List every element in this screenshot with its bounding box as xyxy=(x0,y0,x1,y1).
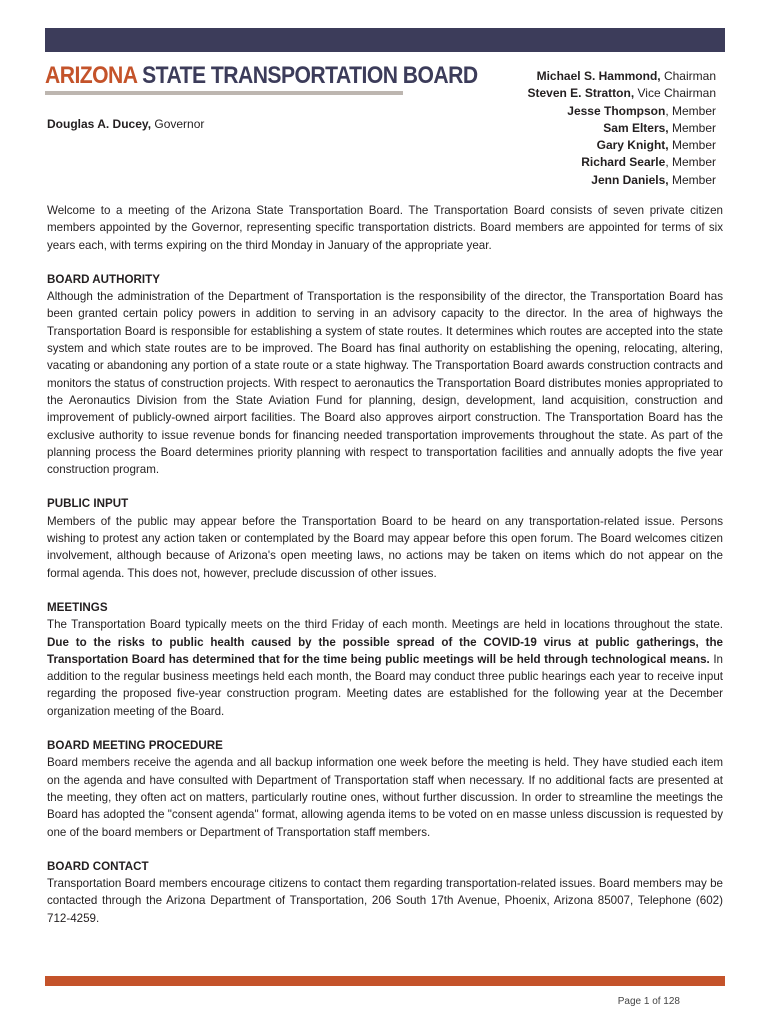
section-board-contact xyxy=(47,858,723,927)
member-line xyxy=(527,85,716,102)
member-name: Gary Knight, xyxy=(596,138,669,153)
member-line xyxy=(527,68,716,85)
section-board-authority xyxy=(47,271,723,479)
member-role: Member xyxy=(671,138,716,153)
intro-paragraph: Welcome to a meeting of the Arizona State Transportation Board. The Transportation Board consists of seven private citizen members appointed by the Governor, representing specific transportation districts. Board members are appointed for terms of six years each, with terms expiring on the third Monday in January of the appropriate year. xyxy=(47,204,723,252)
page-number: Page 1 of 128 xyxy=(617,996,680,1007)
member-role: Chairman xyxy=(663,69,716,83)
member-line xyxy=(527,137,716,154)
member-role: Member xyxy=(671,172,716,187)
section-heading: MEETINGS xyxy=(47,600,108,614)
logo-board-name: STATE TRANSPORTATION BOARD xyxy=(142,62,478,89)
member-role: , Member xyxy=(665,155,716,170)
member-name: Jesse Thompson xyxy=(567,103,666,118)
governor-title: Governor xyxy=(154,117,205,131)
meetings-text-start: The Transportation Board typically meets on the third Friday of each month. Meetings are held in locations throughout the state. xyxy=(47,618,723,632)
member-line xyxy=(527,103,716,120)
governor-name: Douglas A. Ducey, xyxy=(47,117,152,131)
member-role: Vice Chairman xyxy=(637,86,716,101)
section-body: Members of the public may appear before the Transportation Board to be heard on any transportation-related issue. Persons wishing to protest any action taken or contemplated by the Board may appear before this open forum. The Board welcomes citizen involvement, although because of Arizona's open meeting laws, no actions may be taken on items which do not appear on the formal agenda. This does not, however, preclude discussion of other issues. xyxy=(47,514,723,580)
section-heading: BOARD CONTACT xyxy=(47,859,149,873)
section-body xyxy=(47,616,723,720)
logo-arizona: ARIZONA xyxy=(45,62,137,89)
section-heading: BOARD AUTHORITY xyxy=(47,272,160,286)
member-name: Steven E. Stratton, xyxy=(527,86,635,101)
meetings-text-end: In addition to the regular business meetings held each month, the Board may conduct three public hearings each year to receive input regarding the proposed five-year construction program. Meeting dates are established for the following year at the December organization meeting of the Board. xyxy=(47,652,723,718)
header-band xyxy=(45,28,725,52)
section-body: Board members receive the agenda and all backup information one week before the meeting is held. They have studied each item on the agenda and have consulted with Department of Transportation staff when necessary. If no additional facts are presented at the meeting, they often act on matters, particularly routine ones, without further discussion. In order to streamline the meetings the Board has adopted the "consent agenda" format, allowing agenda items to be voted on en masse unless discussion is requested by one of the board members or Department of Transportation staff members. xyxy=(47,756,723,839)
section-public-input xyxy=(47,495,723,581)
member-name: Richard Searle xyxy=(581,155,666,170)
covid-notice: Due to the risks to public health caused by the possible spread of the COVID-19 virus at public gatherings, the Transportation Board has determined that for the time being public meetings will be held through technological means. xyxy=(47,635,723,666)
member-role: , Member xyxy=(665,103,716,118)
board-logo xyxy=(45,62,478,95)
section-meeting-procedure xyxy=(47,737,723,841)
member-role: Member xyxy=(671,120,716,135)
section-body: Although the administration of the Department of Transportation is the responsibility of the director, the Transportation Board has been granted certain policy powers in addition to serving in an advisory capacity to the director. In the area of highways the Transportation Board is responsible for establishing a system of state routes. It determines which routes are accepted into the state system and which state routes are to be improved. The Board has final authority on establishing the opening, relocating, altering, vacating or abandoning any portion of a state route or a state highway. The Transportation Board awards construction contracts and monitors the status of construction projects. With respect to aeronautics the Transportation Board distributes monies appropriated to the Aeronautics Division from the State Aviation Fund for planning, design, development, land acquisition, construction and improvement of publicly-owned airport facilities. The Board also approves airport construction. The Transportation Board has the exclusive authority to issue revenue bonds for financing needed transportation improvements throughout the state. As part of the planning process the Board determines priority planning with respect to transportation facilities and annually adopts the five year construction program. xyxy=(47,290,724,477)
governor-line xyxy=(47,117,204,131)
logo-underline xyxy=(45,91,403,95)
member-line xyxy=(527,120,716,137)
member-line xyxy=(527,154,716,171)
document-body xyxy=(47,202,723,944)
member-name: Michael S. Hammond, xyxy=(536,69,661,83)
section-heading: PUBLIC INPUT xyxy=(47,497,129,511)
section-meetings xyxy=(47,599,723,720)
member-line xyxy=(527,172,716,189)
board-member-list xyxy=(527,68,716,189)
member-name: Jenn Daniels, xyxy=(591,172,669,187)
section-body: Transportation Board members encourage citizens to contact them regarding transportation-related issues. Board members may be contacted through the Arizona Department of Transportation, 206 South 17th Avenue, Phoenix, Arizona 85007, Telephone (602) 712-4259. xyxy=(47,877,723,925)
section-heading: BOARD MEETING PROCEDURE xyxy=(47,739,223,753)
footer-band xyxy=(45,976,725,986)
member-name: Sam Elters, xyxy=(603,120,669,135)
